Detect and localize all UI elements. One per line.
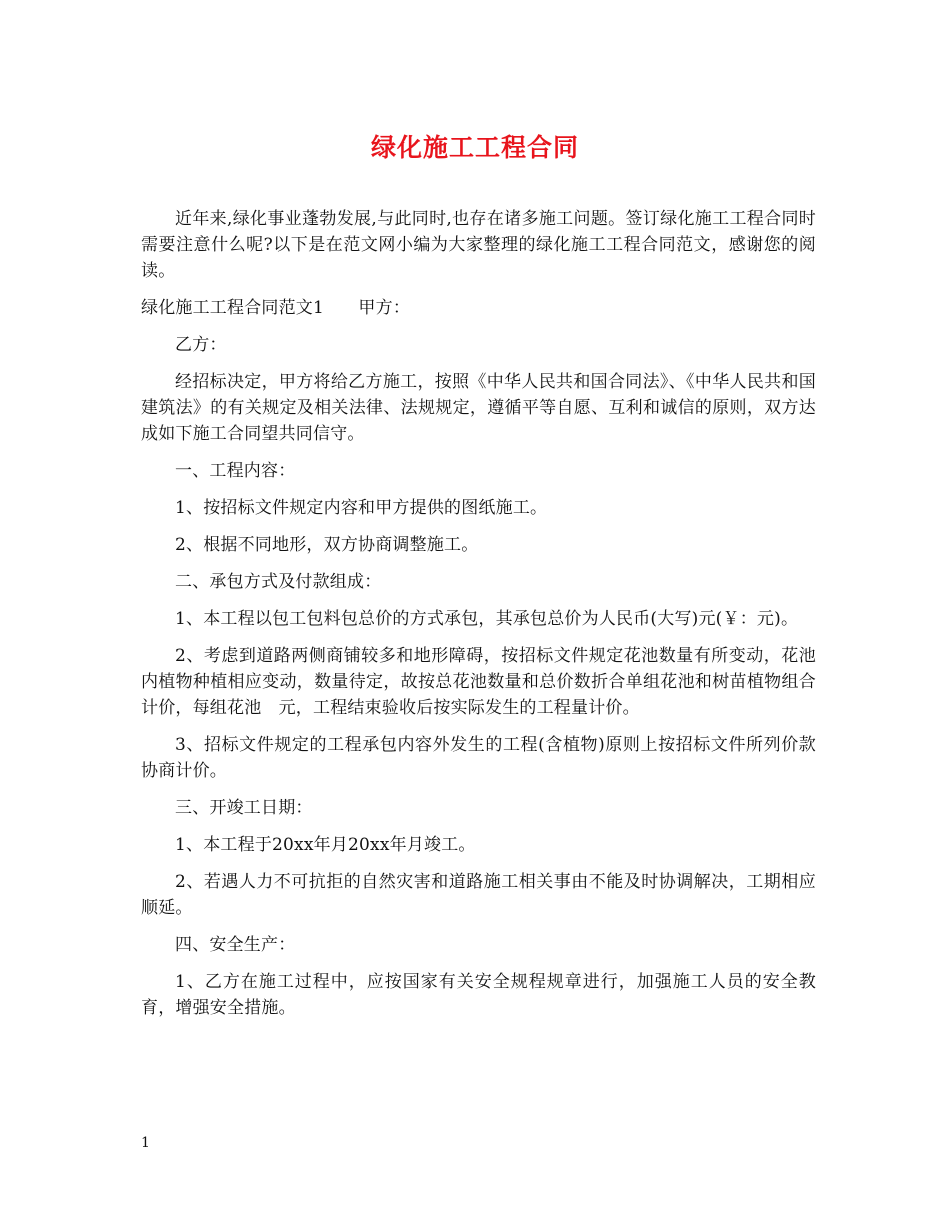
payment-item-1: 1、本工程以包工包料包总价的方式承包，其承包总价为人民币(大写)元(￥：元)。	[175, 609, 799, 629]
bidding-paragraph: 经招标决定，甲方将给乙方施工，按照《中华人民共和国合同法》、《中华人民共和国建筑法》的有关规定及相关法律、法规规定，遵循平等自愿、互利和诚信的原则，双方达成如下施工合同望共同信守。	[141, 372, 816, 444]
safety-item-1: 1、乙方在施工过程中，应按国家有关安全规程规章进行，加强施工人员的安全教育，增强安全措施。	[141, 972, 816, 1018]
sample-heading-party-a: 绿化施工工程合同范文1 甲方：	[141, 298, 411, 318]
schedule-item-1: 1、本工程于20xx年月20xx年月竣工。	[175, 835, 476, 855]
document-title: 绿化施工工程合同	[370, 133, 579, 162]
section-heading-payment: 二、承包方式及付款组成：	[175, 572, 382, 592]
section-heading-content: 一、工程内容：	[175, 461, 296, 481]
section-heading-schedule: 三、开竣工日期：	[175, 798, 313, 818]
content-item-2: 2、根据不同地形，双方协商调整施工。	[175, 535, 479, 555]
payment-item-2: 2、考虑到道路两侧商铺较多和地形障碍，按招标文件规定花池数量有所变动，花池内植物种植相应变动，数量待定，故按总花池数量和总价数折合单组花池和树苗植物组合计价，每组花池 元，工程结束验收后按实际发生的工程量计价。	[141, 646, 816, 718]
payment-item-3: 3、招标文件规定的工程承包内容外发生的工程(含植物)原则上按招标文件所列价款协商计价。	[141, 735, 816, 781]
page-number: 1	[141, 1135, 150, 1151]
schedule-item-2: 2、若遇人力不可抗拒的自然灾害和道路施工相关事由不能及时协调解决，工期相应顺延。	[141, 872, 816, 918]
content-item-1: 1、按招标文件规定内容和甲方提供的图纸施工。	[175, 498, 548, 518]
intro-paragraph: 近年来,绿化事业蓬勃发展,与此同时,也存在诸多施工问题。签订绿化施工工程合同时需要注意什么呢?以下是在范文网小编为大家整理的绿化施工工程合同范文，感谢您的阅读。	[141, 209, 816, 281]
document-body	[141, 206, 816, 1032]
section-heading-safety: 四、安全生产：	[175, 935, 296, 955]
party-b-line: 乙方：	[175, 335, 227, 355]
